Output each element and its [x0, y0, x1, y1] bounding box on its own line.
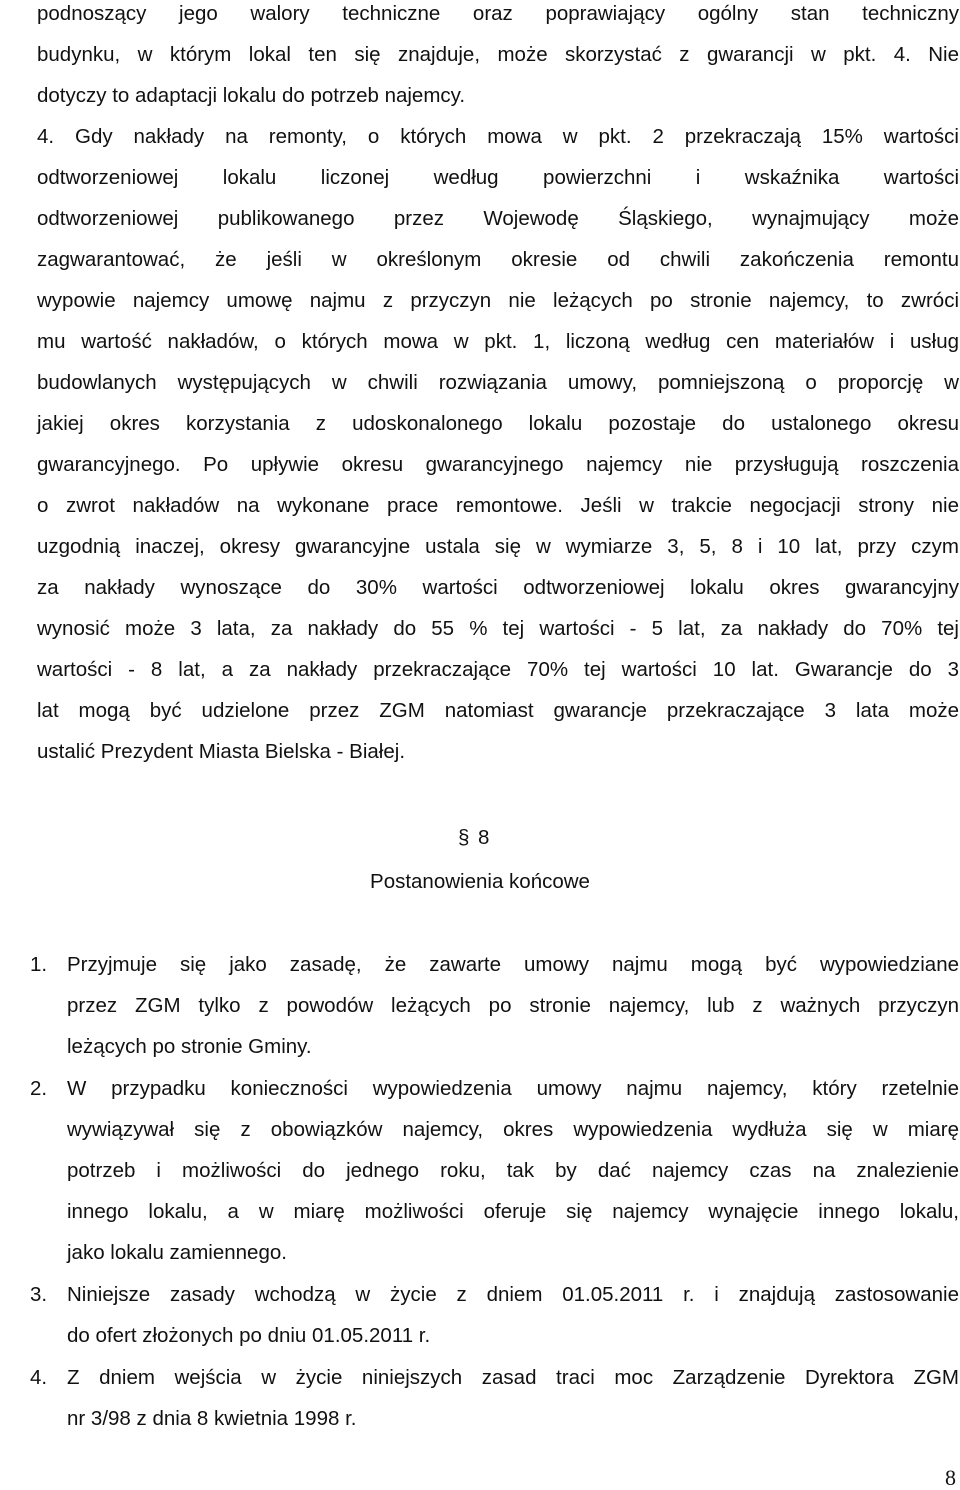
- paragraph-line: jakiej okres korzystania z udoskonalonego lokalu pozostaje do ustalonego okresu: [37, 412, 959, 435]
- list-item-line: nr 3/98 z dnia 8 kwietnia 1998 r.: [67, 1407, 357, 1430]
- list-item-line: jako lokalu zamiennego.: [67, 1241, 287, 1264]
- list-item-line: przez ZGM tylko z powodów leżących po stronie najemcy, lub z ważnych przyczyn: [67, 994, 959, 1017]
- paragraph-line: 4. Gdy nakłady na remonty, o których mowa w pkt. 2 przekraczają 15% wartości: [37, 125, 959, 148]
- paragraph-line: dotyczy to adaptacji lokalu do potrzeb najemcy.: [37, 84, 466, 107]
- list-item-number: 4.: [30, 1366, 48, 1389]
- list-item-number: 1.: [30, 953, 48, 976]
- paragraph-line: podnoszący jego walory techniczne oraz poprawiający ogólny stan techniczny: [37, 2, 959, 25]
- section-symbol: §: [458, 826, 470, 849]
- paragraph-line: ustalić Prezydent Miasta Bielska - Białej.: [37, 740, 406, 763]
- list-item-line: leżących po stronie Gminy.: [67, 1035, 312, 1058]
- paragraph-line: uzgodnią inaczej, okresy gwarancyjne ustala się w wymiarze 3, 5, 8 i 10 lat, przy czym: [37, 535, 959, 558]
- list-item-line: Przyjmuje się jako zasadę, że zawarte umowy najmu mogą być wypowiedziane: [67, 953, 959, 976]
- list-item-line: Z dniem wejścia w życie niniejszych zasad traci moc Zarządzenie Dyrektora ZGM: [67, 1366, 959, 1389]
- paragraph-line: zagwarantować, że jeśli w określonym okresie od chwili zakończenia remontu: [37, 248, 959, 271]
- paragraph-line: odtworzeniowej lokalu liczonej według powierzchni i wskaźnika wartości: [37, 166, 959, 189]
- paragraph-line: o zwrot nakładów na wykonane prace remontowe. Jeśli w trakcie negocjacji strony nie: [37, 494, 959, 517]
- list-item-line: Niniejsze zasady wchodzą w życie z dniem 01.05.2011 r. i znajdują zastosowanie: [67, 1283, 959, 1306]
- paragraph-line: budowlanych występujących w chwili rozwiązania umowy, pomniejszoną o proporcję w: [37, 371, 959, 394]
- list-item-line: do ofert złożonych po dniu 01.05.2011 r.: [67, 1324, 431, 1347]
- paragraph-line: gwarancyjnego. Po upływie okresu gwarancyjnego najemcy nie przysługują roszczenia: [37, 453, 959, 476]
- paragraph-line: wynosić może 3 lata, za nakłady do 55 % tej wartości - 5 lat, za nakłady do 70% tej: [37, 617, 959, 640]
- list-item-number: 3.: [30, 1283, 48, 1306]
- paragraph-line: budynku, w którym lokal ten się znajduje, może skorzystać z gwarancji w pkt. 4. Nie: [37, 43, 959, 66]
- paragraph-line: wartości - 8 lat, a za nakłady przekraczające 70% tej wartości 10 lat. Gwarancje do 3: [37, 658, 959, 681]
- list-item-line: innego lokalu, a w miarę możliwości oferuje się najemcy wynajęcie innego lokalu,: [67, 1200, 959, 1223]
- list-item-line: potrzeb i możliwości do jednego roku, tak by dać najemcy czas na znalezienie: [67, 1159, 959, 1182]
- page-number: 8: [945, 1465, 956, 1490]
- paragraph-line: za nakłady wynoszące do 30% wartości odtworzeniowej lokalu okres gwarancyjny: [37, 576, 959, 599]
- section-heading: [0, 826, 960, 852]
- list-item-line: wywiązywał się z obowiązków najemcy, okres wypowiedzenia wydłuża się w miarę: [67, 1118, 959, 1141]
- paragraph-line: wypowie najemcy umowę najmu z przyczyn nie leżących po stronie najemcy, to zwróci: [37, 289, 959, 312]
- list-item-number: 2.: [30, 1077, 48, 1100]
- paragraph-line: mu wartość nakładów, o których mowa w pkt. 1, liczoną według cen materiałów i usług: [37, 330, 959, 353]
- paragraph-line: lat mogą być udzielone przez ZGM natomiast gwarancje przekraczające 3 lata może: [37, 699, 959, 722]
- section-title: Postanowienia końcowe: [370, 870, 590, 893]
- section-number: 8: [478, 826, 490, 849]
- paragraph-line: odtworzeniowej publikowanego przez Wojewodę Śląskiego, wynajmujący może: [37, 207, 959, 230]
- list-item-line: W przypadku konieczności wypowiedzenia umowy najmu najemcy, który rzetelnie: [67, 1077, 959, 1100]
